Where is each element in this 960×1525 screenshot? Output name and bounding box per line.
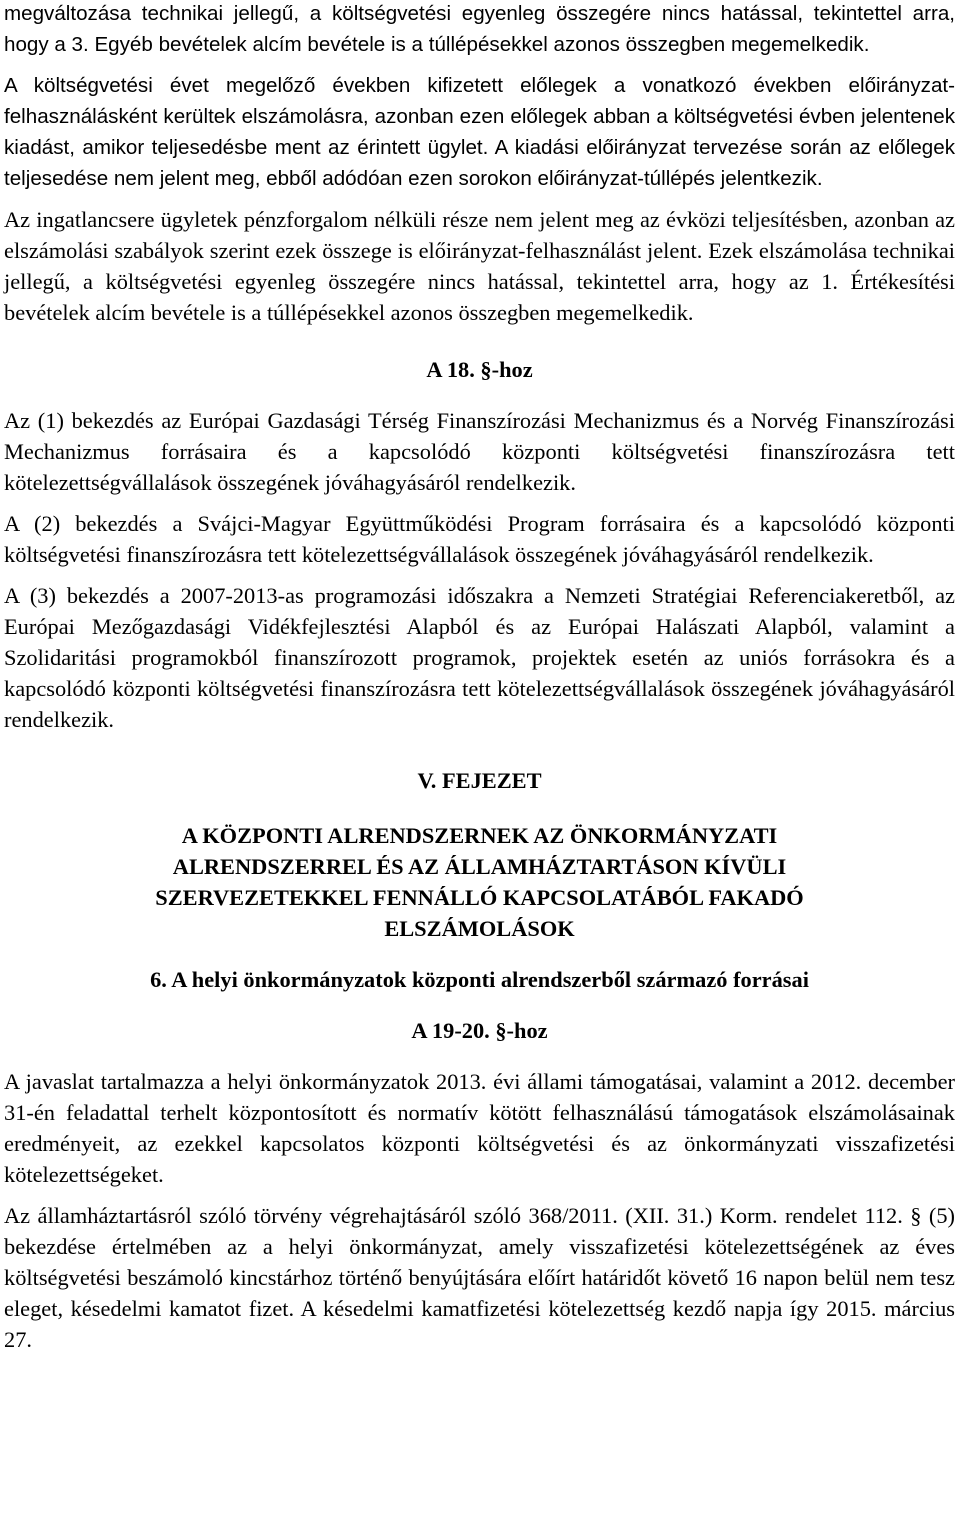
- chapter-title-line: ALRENDSZERREL ÉS AZ ÁLLAMHÁZTARTÁSON KÍVÜLI: [172, 854, 787, 879]
- section-19-20-paragraph-2: Az államháztartásról szóló törvény végrehajtásáról szóló 368/2011. (XII. 31.) Korm. rendelet 112. § (5) bekezdése értelmében az a helyi önkormányzat, amely visszafizetési kötelezettségének az éves költségvetési beszámoló kincstárhoz történő benyújtására előírt határidőt követő 16 napon belül nem tesz eleget, késedelmi kamatot fizet. A késedelmi kamatfizetési kötelezettség kezdő napja így 2015. március 27.: [4, 1203, 955, 1352]
- chapter-number: V. FEJEZET: [417, 768, 542, 793]
- paragraph-top-continuation: megváltozása technikai jellegű, a költségvetési egyenleg összegére nincs hatással, tekintettel arra, hogy a 3. Egyéb bevételek alcím bevétele is a túllépésekkel azonos összegben megemelkedik.: [4, 2, 955, 56]
- section-19-20-paragraph-1: A javaslat tartalmazza a helyi önkormányzatok 2013. évi állami támogatásai, valamint a 2012. december 31-én feladattal terhelt központosított és normatív kötött felhasználású támogatások elszámolásainak eredményeit, az ezekkel kapcsolatos központi költségvetési és az önkormányzati visszafizetési kötelezettségeket.: [4, 1069, 955, 1187]
- section-18-paragraph-3: A (3) bekezdés a 2007-2013-as programozási időszakra a Nemzeti Stratégiai Referenciakeretből, az Európai Mezőgazdasági Vidékfejlesztési Alapból és az Európai Halászati Alapból, valamint a Szolidaritási programokból finanszírozott programok, projektek esetén az uniós forrásokra és a kapcsolódó központi költségvetési finanszírozásra tett kötelezettségvállalások összegének jóváhagyásáról rendelkezik.: [4, 583, 955, 732]
- chapter-title-line: SZERVEZETEKKEL FENNÁLLÓ KAPCSOLATÁBÓL FAKADÓ: [155, 885, 804, 910]
- chapter-title-line: A KÖZPONTI ALRENDSZERNEK AZ ÖNKORMÁNYZATI: [181, 823, 778, 848]
- paragraph-advances: A költségvetési évet megelőző években kifizetett előlegek a vonatkozó években előirányzat-felhasználásként kerültek elszámolásra, azonban ezen előlegek abban a költségvetési évben jelentenek kiadást, amikor teljesedésbe ment az érintett ügylet. A kiadási előirányzat tervezése során az előlegek teljesedése nem jelent meg, ebből adódóan ezen sorokon előirányzat-túllépés jelentkezik.: [4, 74, 955, 190]
- section-18-paragraph-2: A (2) bekezdés a Svájci-Magyar Együttműködési Program forrásaira és a kapcsolódó központi költségvetési finanszírozásra tett kötelezettségvállalások összegének jóváhagyásáról rendelkezik.: [4, 511, 955, 567]
- document-page: [4, 0, 955, 1355]
- section-19-20-heading: A 19-20. §-hoz: [411, 1018, 548, 1043]
- chapter-title: [4, 820, 955, 944]
- chapter-title-line: ELSZÁMOLÁSOK: [384, 916, 575, 941]
- paragraph-property-exchange: Az ingatlancsere ügyletek pénzforgalom nélküli része nem jelent meg az évközi teljesítésben, azonban az elszámolási szabályok szerint ezek összege is előirányzat-felhasználást jelent. Ezek elszámolása technikai jellegű, a költségvetési egyenleg összegére nincs hatással, tekintettel arra, hogy az 1. Értékesítési bevételek alcím bevétele is a túllépésekkel azonos összegben megemelkedik.: [4, 207, 955, 325]
- section-18-heading: A 18. §-hoz: [426, 357, 533, 382]
- section-18-paragraph-1: Az (1) bekezdés az Európai Gazdasági Térség Finanszírozási Mechanizmus és a Norvég Finanszírozási Mechanizmus forrásaira és a kapcsolódó központi költségvetési finanszírozásra tett kötelezettségvállalások összegének jóváhagyásáról rendelkezik.: [4, 408, 955, 495]
- section-6-title: 6. A helyi önkormányzatok központi alrendszerből származó forrásai: [150, 967, 809, 992]
